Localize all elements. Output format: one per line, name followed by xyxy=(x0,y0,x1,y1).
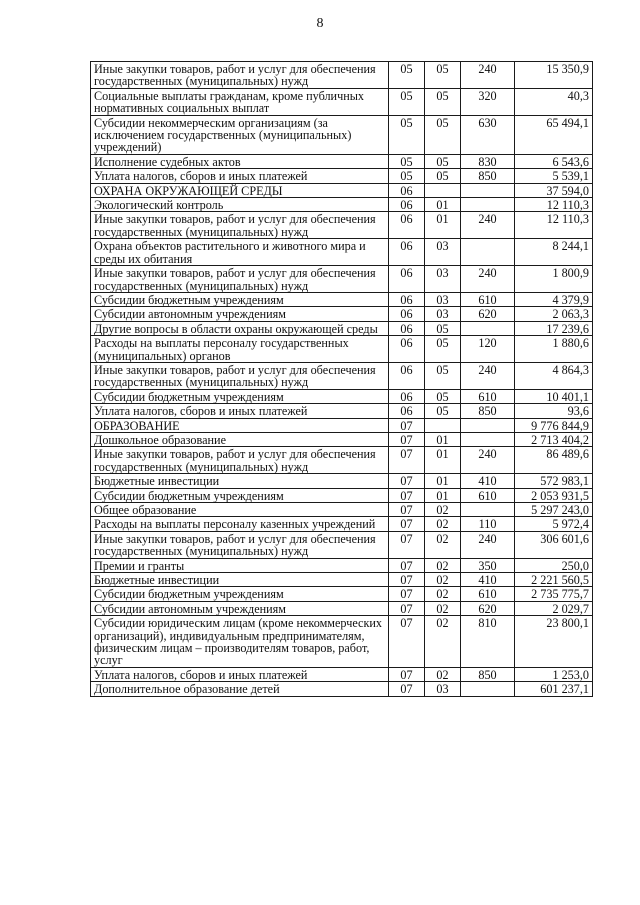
subsection-code-cell: 05 xyxy=(425,336,461,363)
section-code-cell: 06 xyxy=(389,292,425,306)
subsection-code-cell: 05 xyxy=(425,321,461,335)
expense-type-code-cell xyxy=(461,198,515,212)
section-code-cell: 07 xyxy=(389,682,425,696)
page-number: 8 xyxy=(316,16,324,31)
expense-type-code-cell: 240 xyxy=(461,266,515,293)
subsection-code-cell: 02 xyxy=(425,616,461,668)
table-row xyxy=(91,292,593,306)
amount-cell: 4 379,9 xyxy=(515,292,593,306)
table-row xyxy=(91,88,593,115)
table-row xyxy=(91,531,593,558)
amount-cell: 15 350,9 xyxy=(515,62,593,89)
table-row xyxy=(91,239,593,266)
expense-name-cell: Дополнительное образование детей xyxy=(91,682,389,696)
table-row xyxy=(91,667,593,681)
expense-type-code-cell: 810 xyxy=(461,616,515,668)
subsection-code-cell: 05 xyxy=(425,404,461,418)
table-row xyxy=(91,336,593,363)
amount-cell: 1 880,6 xyxy=(515,336,593,363)
section-code-cell: 06 xyxy=(389,389,425,403)
section-code-cell: 06 xyxy=(389,404,425,418)
expense-type-code-cell xyxy=(461,432,515,446)
section-code-cell: 07 xyxy=(389,418,425,432)
table-row xyxy=(91,198,593,212)
expense-type-code-cell: 630 xyxy=(461,115,515,154)
section-code-cell: 07 xyxy=(389,667,425,681)
expense-type-code-cell: 610 xyxy=(461,488,515,502)
amount-cell: 6 543,6 xyxy=(515,154,593,168)
subsection-code-cell: 02 xyxy=(425,573,461,587)
budget-table xyxy=(90,61,593,697)
amount-cell: 2 053 931,5 xyxy=(515,488,593,502)
section-code-cell: 07 xyxy=(389,488,425,502)
subsection-code-cell: 03 xyxy=(425,292,461,306)
expense-name-cell: Исполнение судебных актов xyxy=(91,154,389,168)
section-code-cell: 07 xyxy=(389,517,425,531)
expense-type-code-cell: 110 xyxy=(461,517,515,531)
amount-cell: 2 221 560,5 xyxy=(515,573,593,587)
expense-name-cell: Иные закупки товаров, работ и услуг для обеспечения государственных (муниципальных) нужд xyxy=(91,62,389,89)
section-code-cell: 05 xyxy=(389,154,425,168)
amount-cell: 17 239,6 xyxy=(515,321,593,335)
expense-type-code-cell: 240 xyxy=(461,447,515,474)
expense-type-code-cell: 610 xyxy=(461,292,515,306)
table-row xyxy=(91,154,593,168)
expense-type-code-cell xyxy=(461,682,515,696)
subsection-code-cell: 01 xyxy=(425,432,461,446)
expense-name-cell: Бюджетные инвестиции xyxy=(91,474,389,488)
subsection-code-cell: 05 xyxy=(425,154,461,168)
expense-type-code-cell: 850 xyxy=(461,169,515,183)
table-row xyxy=(91,266,593,293)
subsection-code-cell: 02 xyxy=(425,587,461,601)
expense-type-code-cell: 120 xyxy=(461,336,515,363)
table-row xyxy=(91,601,593,615)
budget-table-body xyxy=(91,62,593,697)
expense-type-code-cell: 830 xyxy=(461,154,515,168)
expense-type-code-cell: 410 xyxy=(461,573,515,587)
expense-type-code-cell: 850 xyxy=(461,404,515,418)
amount-cell: 23 800,1 xyxy=(515,616,593,668)
table-row xyxy=(91,169,593,183)
expense-type-code-cell xyxy=(461,183,515,197)
table-row xyxy=(91,418,593,432)
table-row xyxy=(91,115,593,154)
table-row xyxy=(91,321,593,335)
section-code-cell: 07 xyxy=(389,573,425,587)
section-code-cell: 06 xyxy=(389,183,425,197)
section-code-cell: 06 xyxy=(389,198,425,212)
subsection-code-cell: 05 xyxy=(425,169,461,183)
subsection-code-cell: 05 xyxy=(425,362,461,389)
expense-name-cell: Иные закупки товаров, работ и услуг для обеспечения государственных (муниципальных) нужд xyxy=(91,266,389,293)
subsection-code-cell: 01 xyxy=(425,447,461,474)
table-row xyxy=(91,573,593,587)
amount-cell: 250,0 xyxy=(515,558,593,572)
subsection-code-cell: 02 xyxy=(425,503,461,517)
expense-name-cell: Расходы на выплаты персоналу казенных учреждений xyxy=(91,517,389,531)
table-row xyxy=(91,682,593,696)
amount-cell: 93,6 xyxy=(515,404,593,418)
section-code-cell: 07 xyxy=(389,531,425,558)
expense-type-code-cell: 850 xyxy=(461,667,515,681)
expense-name-cell: Субсидии юридическим лицам (кроме некоммерческих организаций), индивидуальным предпринимателям, физическим лицам – производителям товаров, работ, услуг xyxy=(91,616,389,668)
expense-name-cell: Другие вопросы в области охраны окружающей среды xyxy=(91,321,389,335)
section-code-cell: 07 xyxy=(389,587,425,601)
section-code-cell: 07 xyxy=(389,432,425,446)
table-row xyxy=(91,183,593,197)
expense-type-code-cell: 410 xyxy=(461,474,515,488)
expense-name-cell: Иные закупки товаров, работ и услуг для обеспечения государственных (муниципальных) нужд xyxy=(91,362,389,389)
section-code-cell: 06 xyxy=(389,336,425,363)
amount-cell: 2 713 404,2 xyxy=(515,432,593,446)
section-code-cell: 07 xyxy=(389,474,425,488)
subsection-code-cell: 05 xyxy=(425,88,461,115)
amount-cell: 40,3 xyxy=(515,88,593,115)
expense-type-code-cell: 620 xyxy=(461,601,515,615)
subsection-code-cell: 05 xyxy=(425,389,461,403)
expense-type-code-cell: 620 xyxy=(461,307,515,321)
amount-cell: 601 237,1 xyxy=(515,682,593,696)
amount-cell: 5 297 243,0 xyxy=(515,503,593,517)
expense-name-cell: Экологический контроль xyxy=(91,198,389,212)
expense-type-code-cell: 610 xyxy=(461,389,515,403)
amount-cell: 572 983,1 xyxy=(515,474,593,488)
section-code-cell: 07 xyxy=(389,616,425,668)
subsection-code-cell: 05 xyxy=(425,115,461,154)
expense-type-code-cell xyxy=(461,418,515,432)
expense-type-code-cell xyxy=(461,239,515,266)
section-code-cell: 06 xyxy=(389,362,425,389)
section-code-cell: 07 xyxy=(389,447,425,474)
expense-name-cell: Уплата налогов, сборов и иных платежей xyxy=(91,667,389,681)
expense-name-cell: Охрана объектов растительного и животного мира и среды их обитания xyxy=(91,239,389,266)
table-row xyxy=(91,447,593,474)
section-code-cell: 05 xyxy=(389,62,425,89)
subsection-code-cell: 02 xyxy=(425,601,461,615)
table-row xyxy=(91,432,593,446)
expense-type-code-cell: 240 xyxy=(461,531,515,558)
expense-name-cell: ОХРАНА ОКРУЖАЮЩЕЙ СРЕДЫ xyxy=(91,183,389,197)
expense-type-code-cell: 240 xyxy=(461,212,515,239)
section-code-cell: 05 xyxy=(389,169,425,183)
expense-name-cell: ОБРАЗОВАНИЕ xyxy=(91,418,389,432)
subsection-code-cell: 01 xyxy=(425,474,461,488)
table-row xyxy=(91,212,593,239)
expense-name-cell: Субсидии бюджетным учреждениям xyxy=(91,389,389,403)
subsection-code-cell: 01 xyxy=(425,488,461,502)
subsection-code-cell: 01 xyxy=(425,198,461,212)
expense-name-cell: Дошкольное образование xyxy=(91,432,389,446)
expense-name-cell: Иные закупки товаров, работ и услуг для обеспечения государственных (муниципальных) нужд xyxy=(91,447,389,474)
expense-name-cell: Иные закупки товаров, работ и услуг для обеспечения государственных (муниципальных) нужд xyxy=(91,531,389,558)
section-code-cell: 06 xyxy=(389,266,425,293)
amount-cell: 1 253,0 xyxy=(515,667,593,681)
expense-type-code-cell: 350 xyxy=(461,558,515,572)
expense-name-cell: Премии и гранты xyxy=(91,558,389,572)
expense-name-cell: Расходы на выплаты персоналу государственных (муниципальных) органов xyxy=(91,336,389,363)
amount-cell: 12 110,3 xyxy=(515,212,593,239)
table-row xyxy=(91,474,593,488)
subsection-code-cell: 03 xyxy=(425,682,461,696)
amount-cell: 5 539,1 xyxy=(515,169,593,183)
subsection-code-cell: 01 xyxy=(425,212,461,239)
expense-name-cell: Социальные выплаты гражданам, кроме публичных нормативных социальных выплат xyxy=(91,88,389,115)
amount-cell: 306 601,6 xyxy=(515,531,593,558)
expense-name-cell: Уплата налогов, сборов и иных платежей xyxy=(91,404,389,418)
section-code-cell: 06 xyxy=(389,321,425,335)
amount-cell: 12 110,3 xyxy=(515,198,593,212)
section-code-cell: 06 xyxy=(389,307,425,321)
amount-cell: 9 776 844,9 xyxy=(515,418,593,432)
section-code-cell: 06 xyxy=(389,239,425,266)
expense-name-cell: Субсидии автономным учреждениям xyxy=(91,601,389,615)
subsection-code-cell: 02 xyxy=(425,558,461,572)
amount-cell: 2 735 775,7 xyxy=(515,587,593,601)
table-row xyxy=(91,488,593,502)
table-row xyxy=(91,62,593,89)
subsection-code-cell: 03 xyxy=(425,307,461,321)
amount-cell: 4 864,3 xyxy=(515,362,593,389)
expense-name-cell: Субсидии бюджетным учреждениям xyxy=(91,587,389,601)
subsection-code-cell: 03 xyxy=(425,239,461,266)
table-row xyxy=(91,307,593,321)
table-row xyxy=(91,616,593,668)
table-row xyxy=(91,503,593,517)
expense-type-code-cell: 240 xyxy=(461,62,515,89)
subsection-code-cell: 02 xyxy=(425,667,461,681)
expense-type-code-cell: 610 xyxy=(461,587,515,601)
expense-name-cell: Иные закупки товаров, работ и услуг для обеспечения государственных (муниципальных) нужд xyxy=(91,212,389,239)
amount-cell: 8 244,1 xyxy=(515,239,593,266)
section-code-cell: 06 xyxy=(389,212,425,239)
expense-type-code-cell: 320 xyxy=(461,88,515,115)
section-code-cell: 07 xyxy=(389,503,425,517)
expense-name-cell: Субсидии автономным учреждениям xyxy=(91,307,389,321)
subsection-code-cell xyxy=(425,418,461,432)
subsection-code-cell: 02 xyxy=(425,531,461,558)
section-code-cell: 05 xyxy=(389,88,425,115)
table-row xyxy=(91,558,593,572)
expense-name-cell: Субсидии бюджетным учреждениям xyxy=(91,488,389,502)
expense-type-code-cell xyxy=(461,503,515,517)
section-code-cell: 07 xyxy=(389,601,425,615)
section-code-cell: 05 xyxy=(389,115,425,154)
table-row xyxy=(91,517,593,531)
expense-type-code-cell xyxy=(461,321,515,335)
expense-name-cell: Субсидии некоммерческим организациям (за исключением государственных (муниципальных) учреждений) xyxy=(91,115,389,154)
subsection-code-cell: 05 xyxy=(425,62,461,89)
expense-name-cell: Субсидии бюджетным учреждениям xyxy=(91,292,389,306)
expense-name-cell: Общее образование xyxy=(91,503,389,517)
amount-cell: 1 800,9 xyxy=(515,266,593,293)
amount-cell: 5 972,4 xyxy=(515,517,593,531)
table-row xyxy=(91,389,593,403)
subsection-code-cell xyxy=(425,183,461,197)
table-row xyxy=(91,587,593,601)
subsection-code-cell: 02 xyxy=(425,517,461,531)
amount-cell: 2 029,7 xyxy=(515,601,593,615)
amount-cell: 2 063,3 xyxy=(515,307,593,321)
table-row xyxy=(91,404,593,418)
expense-name-cell: Бюджетные инвестиции xyxy=(91,573,389,587)
amount-cell: 86 489,6 xyxy=(515,447,593,474)
subsection-code-cell: 03 xyxy=(425,266,461,293)
amount-cell: 65 494,1 xyxy=(515,115,593,154)
expense-name-cell: Уплата налогов, сборов и иных платежей xyxy=(91,169,389,183)
section-code-cell: 07 xyxy=(389,558,425,572)
amount-cell: 10 401,1 xyxy=(515,389,593,403)
amount-cell: 37 594,0 xyxy=(515,183,593,197)
table-row xyxy=(91,362,593,389)
expense-type-code-cell: 240 xyxy=(461,362,515,389)
